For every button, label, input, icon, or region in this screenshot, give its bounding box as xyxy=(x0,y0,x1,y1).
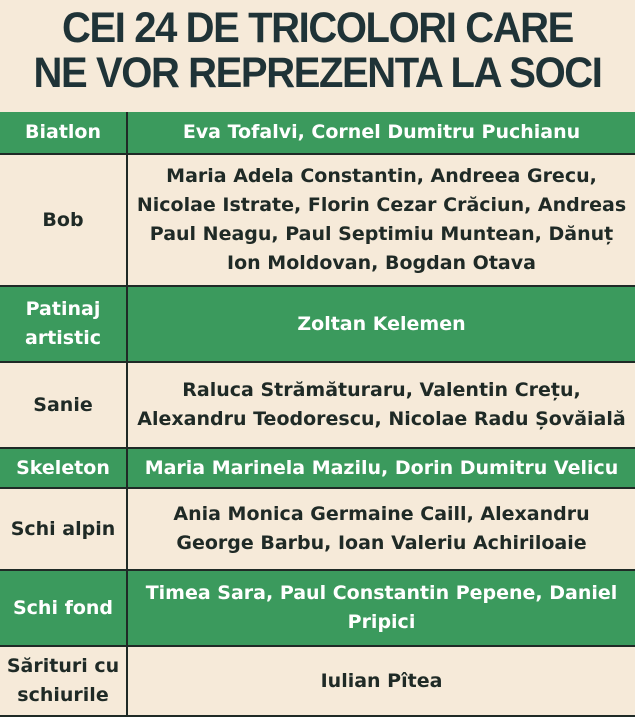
athletes-cell: Ania Monica Germaine Caill, Alexandru George Barbu, Ioan Valeriu Achiriloaie xyxy=(127,488,635,570)
sport-cell: Patinaj artistic xyxy=(0,286,127,362)
sport-cell: Sanie xyxy=(0,362,127,448)
sport-cell: Schi fond xyxy=(0,570,127,646)
athletes-table xyxy=(0,112,635,717)
athletes-cell: Zoltan Kelemen xyxy=(127,286,635,362)
sport-cell: Skeleton xyxy=(0,448,127,488)
sport-cell: Schi alpin xyxy=(0,488,127,570)
table-row-schi-alpin xyxy=(0,488,635,570)
headline-line-2: NE VOR REPREZENTA LA SOCI xyxy=(33,49,602,97)
table-row-schi-fond xyxy=(0,570,635,646)
table-row-sarituri-cu-schiurile xyxy=(0,646,635,716)
athletes-cell: Eva Tofalvi, Cornel Dumitru Puchianu xyxy=(127,112,635,154)
table-row-bob xyxy=(0,154,635,286)
sport-cell: Biatlon xyxy=(0,112,127,154)
athletes-cell: Timea Sara, Paul Constantin Pepene, Daniel Pripici xyxy=(127,570,635,646)
headline xyxy=(22,0,613,112)
sport-cell: Bob xyxy=(0,154,127,286)
athletes-cell: Raluca Strămăturaru, Valentin Crețu, Alexandru Teodorescu, Nicolae Radu Șovăială xyxy=(127,362,635,448)
sport-cell: Sărituri cu schiurile xyxy=(0,646,127,716)
table-row-biatlon xyxy=(0,112,635,154)
table-row-sanie xyxy=(0,362,635,448)
athletes-cell: Maria Marinela Mazilu, Dorin Dumitru Velicu xyxy=(127,448,635,488)
table-row-patinaj-artistic xyxy=(0,286,635,362)
headline-line-1: CEI 24 DE TRICOLORI CARE xyxy=(62,4,573,52)
table-row-skeleton xyxy=(0,448,635,488)
athletes-cell: Iulian Pîtea xyxy=(127,646,635,716)
athletes-cell: Maria Adela Constantin, Andreea Grecu, Nicolae Istrate, Florin Cezar Crăciun, Andreas Paul Neagu, Paul Septimiu Muntean, Dănuț Ion Moldovan, Bogdan Otava xyxy=(127,154,635,286)
